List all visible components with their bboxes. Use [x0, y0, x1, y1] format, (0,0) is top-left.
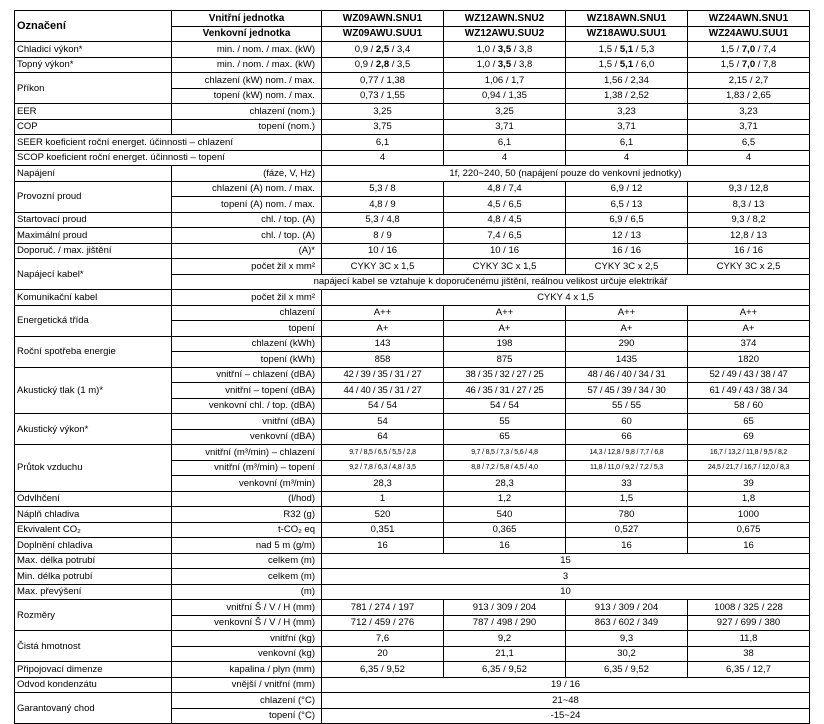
value-cell: 4 [444, 150, 566, 166]
spec-row [15, 150, 810, 166]
value-cell: 14,3 / 12,8 / 9,8 / 7,7 / 6,8 [566, 445, 688, 461]
parameter-name: Provozní proud [15, 181, 172, 212]
value-cell: 6,1 [444, 135, 566, 151]
value-cell: 3,23 [566, 104, 688, 120]
spec-row [15, 693, 810, 709]
parameter-condition: venkovní (kg) [172, 646, 322, 662]
value-cell: 3,25 [322, 104, 444, 120]
spec-row [15, 305, 810, 321]
model-outdoor: WZ12AWU.SUU2 [444, 26, 566, 42]
value-cell: A++ [444, 305, 566, 321]
parameter-condition: venkovní (dBA) [172, 429, 322, 445]
parameter-name: Čistá hmotnost [15, 631, 172, 662]
value-cell: 12 / 13 [566, 228, 688, 244]
parameter-condition: chlazení (nom.) [172, 104, 322, 120]
value-cell: 8,8 / 7,2 / 5,8 / 4,5 / 4,0 [444, 460, 566, 476]
value-cell: 1,83 / 2,65 [688, 88, 810, 104]
range-value: / 3,8 [511, 43, 533, 55]
value-cell [566, 57, 688, 73]
value-cell: 16 / 16 [566, 243, 688, 259]
spec-row [15, 677, 810, 693]
value-cell: 16 [688, 538, 810, 554]
spec-row [15, 73, 810, 89]
parameter-condition: chl. / top. (A) [172, 212, 322, 228]
spec-row [15, 553, 810, 569]
spec-row [15, 584, 810, 600]
parameter-condition: topení [172, 321, 322, 337]
parameter-name: Garantovaný chod [15, 693, 172, 724]
value-cell: 61 / 49 / 43 / 38 / 34 [688, 383, 810, 399]
value-cell: 9,2 [444, 631, 566, 647]
parameter-name: Chladicí výkon* [15, 42, 172, 58]
parameter-name: Ekvivalent CO₂ [15, 522, 172, 538]
value-cell: 913 / 309 / 204 [566, 600, 688, 616]
parameter-name: Akustický výkon* [15, 414, 172, 445]
nominal-value: 3,5 [497, 59, 512, 71]
value-cell: 28,3 [322, 476, 444, 492]
parameter-name: Topný výkon* [15, 57, 172, 73]
spec-row [15, 600, 810, 616]
value-cell: 16 / 16 [688, 243, 810, 259]
parameter-name: SEER koeficient roční energet. účinnosti – chlazení [15, 135, 322, 151]
parameter-name: Max. převýšení [15, 584, 172, 600]
spec-table [14, 10, 810, 724]
value-cell: A+ [444, 321, 566, 337]
parameter-condition: topení (nom.) [172, 119, 322, 135]
value-cell: 33 [566, 476, 688, 492]
value-cell: 858 [322, 352, 444, 368]
parameter-condition: chlazení (A) nom. / max. [172, 181, 322, 197]
value-cell: 8,3 / 13 [688, 197, 810, 213]
indoor-unit-label: Vnitřní jednotka [172, 11, 322, 27]
parameter-condition: vnitřní – chlazení (dBA) [172, 367, 322, 383]
value-cell: 0,94 / 1,35 [444, 88, 566, 104]
value-cell: 6,9 / 6,5 [566, 212, 688, 228]
spec-row [15, 367, 810, 383]
value-shared: 10 [322, 584, 810, 600]
spec-row [15, 445, 810, 461]
nominal-value: 2,8 [375, 59, 390, 71]
value-cell: 913 / 309 / 204 [444, 600, 566, 616]
value-cell: 46 / 35 / 31 / 27 / 25 [444, 383, 566, 399]
value-cell: 1,5 [566, 491, 688, 507]
range-value: / 3,8 [511, 59, 533, 71]
parameter-condition: chlazení (kW) nom. / max. [172, 73, 322, 89]
parameter-name: Akustický tlak (1 m)* [15, 367, 172, 414]
value-cell: A+ [688, 321, 810, 337]
parameter-condition: venkovní chl. / top. (dBA) [172, 398, 322, 414]
model-indoor: WZ09AWN.SNU1 [322, 11, 444, 27]
value-cell: CYKY 3C x 2,5 [688, 259, 810, 275]
value-cell: 875 [444, 352, 566, 368]
spec-row [15, 522, 810, 538]
parameter-name: Napájecí kabel* [15, 259, 172, 290]
range-value: 1,5 / [598, 43, 620, 55]
spec-row [15, 119, 810, 135]
value-cell: 9,3 / 12,8 [688, 181, 810, 197]
spec-row [15, 135, 810, 151]
value-cell: 3,71 [688, 119, 810, 135]
value-cell [444, 57, 566, 73]
value-cell: 9,7 / 8,5 / 6,5 / 5,5 / 2,8 [322, 445, 444, 461]
value-cell: 44 / 40 / 35 / 31 / 27 [322, 383, 444, 399]
value-cell: 9,3 [566, 631, 688, 647]
parameter-condition: min. / nom. / max. (kW) [172, 57, 322, 73]
value-cell: 540 [444, 507, 566, 523]
nominal-value: 3,5 [497, 43, 512, 55]
value-cell: 6,1 [566, 135, 688, 151]
range-value: 1,0 / [476, 59, 498, 71]
model-outdoor: WZ24AWU.SUU1 [688, 26, 810, 42]
spec-row [15, 166, 810, 182]
value-cell: 5,3 / 8 [322, 181, 444, 197]
spec-row [15, 228, 810, 244]
header-row-indoor [15, 11, 810, 27]
spec-row [15, 57, 810, 73]
parameter-name: Připojovací dimenze [15, 662, 172, 678]
value-cell: 11,8 / 11,0 / 9,2 / 7,2 / 5,3 [566, 460, 688, 476]
value-cell: 60 [566, 414, 688, 430]
parameter-condition: vnitřní (m³/min) – topení [172, 460, 322, 476]
value-cell [566, 42, 688, 58]
spec-row [15, 569, 810, 585]
parameter-condition: topení (kWh) [172, 352, 322, 368]
value-cell: 65 [444, 429, 566, 445]
value-cell: 0,675 [688, 522, 810, 538]
value-cell: 712 / 459 / 276 [322, 615, 444, 631]
value-cell: 69 [688, 429, 810, 445]
parameter-name: Energetická třída [15, 305, 172, 336]
value-cell [322, 42, 444, 58]
parameter-name: Max. délka potrubí [15, 553, 172, 569]
value-cell: 6,9 / 12 [566, 181, 688, 197]
value-cell: 4,5 / 6,5 [444, 197, 566, 213]
parameter-condition: počet žil x mm² [172, 290, 322, 306]
parameter-condition: nad 5 m (g/m) [172, 538, 322, 554]
value-cell: A+ [322, 321, 444, 337]
spec-table-body [15, 11, 810, 724]
parameter-name: Příkon [15, 73, 172, 104]
value-cell [688, 57, 810, 73]
spec-row [15, 104, 810, 120]
parameter-condition: (fáze, V, Hz) [172, 166, 322, 182]
spec-row [15, 259, 810, 275]
value-cell: 16 [566, 538, 688, 554]
value-cell: 520 [322, 507, 444, 523]
parameter-name: Doporuč. / max. jištění [15, 243, 172, 259]
value-cell: 781 / 274 / 197 [322, 600, 444, 616]
value-cell: 1820 [688, 352, 810, 368]
range-value: 1,5 / [720, 59, 742, 71]
value-cell: 39 [688, 476, 810, 492]
parameter-name: Min. délka potrubí [15, 569, 172, 585]
value-cell: 3,71 [566, 119, 688, 135]
value-cell: A++ [688, 305, 810, 321]
parameter-condition: vnitřní (m³/min) – chlazení [172, 445, 322, 461]
value-cell: 9,7 / 8,5 / 7,3 / 5,6 / 4,8 [444, 445, 566, 461]
value-cell: 6,35 / 12,7 [688, 662, 810, 678]
value-cell: 0,365 [444, 522, 566, 538]
parameter-name: Komunikační kabel [15, 290, 172, 306]
range-value: 1,5 / [598, 59, 620, 71]
value-cell: A++ [322, 305, 444, 321]
range-value: / 7,8 [755, 59, 777, 71]
value-cell: 54 / 54 [444, 398, 566, 414]
value-cell: 4 [322, 150, 444, 166]
spec-row [15, 243, 810, 259]
parameter-condition: vnitřní Š / V / H (mm) [172, 600, 322, 616]
parameter-condition: R32 (g) [172, 507, 322, 523]
value-cell: 5,3 / 4,8 [322, 212, 444, 228]
range-value: / 3,4 [389, 43, 411, 55]
range-value: 1,5 / [720, 43, 742, 55]
value-cell: 8 / 9 [322, 228, 444, 244]
parameter-name: COP [15, 119, 172, 135]
value-cell: 6,35 / 9,52 [322, 662, 444, 678]
parameter-name: EER [15, 104, 172, 120]
value-cell: 4 [566, 150, 688, 166]
value-cell: 55 [444, 414, 566, 430]
value-cell: 7,6 [322, 631, 444, 647]
value-cell: 10 / 16 [444, 243, 566, 259]
value-shared: 21~48 [322, 693, 810, 709]
parameter-condition: chlazení [172, 305, 322, 321]
value-cell: 4 [688, 150, 810, 166]
value-cell: 16,7 / 13,2 / 11,8 / 9,5 / 8,2 [688, 445, 810, 461]
value-shared: 1f, 220~240, 50 (napájení pouze do venkovní jednotky) [322, 166, 810, 182]
value-cell: 1000 [688, 507, 810, 523]
parameter-name: Napájení [15, 166, 172, 182]
value-cell: 1435 [566, 352, 688, 368]
value-cell: 24,5 / 21,7 / 16,7 / 12,0 / 8,3 [688, 460, 810, 476]
value-cell: 58 / 60 [688, 398, 810, 414]
value-cell: 0,351 [322, 522, 444, 538]
value-cell: 55 / 55 [566, 398, 688, 414]
value-cell: 16 [444, 538, 566, 554]
range-value: / 7,4 [755, 43, 777, 55]
parameter-condition: topení (kW) nom. / max. [172, 88, 322, 104]
value-cell: 863 / 602 / 349 [566, 615, 688, 631]
spec-row [15, 181, 810, 197]
value-cell: 28,3 [444, 476, 566, 492]
value-shared: 15 [322, 553, 810, 569]
model-indoor: WZ12AWN.SNU2 [444, 11, 566, 27]
spec-row [15, 538, 810, 554]
value-cell: 6,35 / 9,52 [444, 662, 566, 678]
parameter-condition: (l/hod) [172, 491, 322, 507]
value-shared: -15~24 [322, 708, 810, 724]
parameter-condition: t-CO₂ eq [172, 522, 322, 538]
parameter-name: SCOP koeficient roční energet. účinnosti – topení [15, 150, 322, 166]
value-cell: 2,15 / 2,7 [688, 73, 810, 89]
value-cell: 20 [322, 646, 444, 662]
spec-row [15, 212, 810, 228]
range-value: 1,0 / [476, 43, 498, 55]
parameter-condition: vnitřní (kg) [172, 631, 322, 647]
parameter-condition: počet žil x mm² [172, 259, 322, 275]
value-cell: 48 / 46 / 40 / 34 / 31 [566, 367, 688, 383]
value-cell: 1 [322, 491, 444, 507]
value-cell: A++ [566, 305, 688, 321]
spec-row [15, 491, 810, 507]
outdoor-unit-label: Venkovní jednotka [172, 26, 322, 42]
model-outdoor: WZ09AWU.SUU1 [322, 26, 444, 42]
value-cell [322, 57, 444, 73]
parameter-name: Náplň chladiva [15, 507, 172, 523]
value-cell: 30,2 [566, 646, 688, 662]
value-cell: 780 [566, 507, 688, 523]
value-cell: 290 [566, 336, 688, 352]
parameter-condition: chlazení (kWh) [172, 336, 322, 352]
spec-row [15, 662, 810, 678]
value-cell: 64 [322, 429, 444, 445]
model-outdoor: WZ18AWU.SUU1 [566, 26, 688, 42]
value-cell: 3,23 [688, 104, 810, 120]
value-cell: 1,56 / 2,34 [566, 73, 688, 89]
value-cell: 143 [322, 336, 444, 352]
range-value: / 5,3 [633, 43, 655, 55]
spec-row [15, 414, 810, 430]
value-cell: 6,1 [322, 135, 444, 151]
range-value: / 6,0 [633, 59, 655, 71]
range-value: 0,9 / [354, 43, 376, 55]
value-cell: 6,5 / 13 [566, 197, 688, 213]
range-value: 0,9 / [354, 59, 376, 71]
parameter-condition: (A)* [172, 243, 322, 259]
nominal-value: 5,1 [619, 43, 634, 55]
note: napájecí kabel se vztahuje k doporučenému jištění, reálnou velikost určuje elektrikář [172, 274, 810, 290]
value-cell: 6,5 [688, 135, 810, 151]
header-label: Označení [15, 11, 172, 42]
model-indoor: WZ24AWN.SNU1 [688, 11, 810, 27]
parameter-name: Rozměry [15, 600, 172, 631]
parameter-condition: venkovní (m³/min) [172, 476, 322, 492]
value-cell: 4,8 / 4,5 [444, 212, 566, 228]
value-cell: A+ [566, 321, 688, 337]
parameter-condition: celkem (m) [172, 553, 322, 569]
value-cell: 38 [688, 646, 810, 662]
value-cell: CYKY 3C x 2,5 [566, 259, 688, 275]
nominal-value: 7,0 [741, 59, 756, 71]
value-cell: 3,25 [444, 104, 566, 120]
value-cell: 1,2 [444, 491, 566, 507]
parameter-condition: kapalina / plyn (mm) [172, 662, 322, 678]
value-cell: 11,8 [688, 631, 810, 647]
value-cell: 3,71 [444, 119, 566, 135]
value-cell: 3,75 [322, 119, 444, 135]
parameter-name: Roční spotřeba energie [15, 336, 172, 367]
parameter-name: Startovací proud [15, 212, 172, 228]
value-cell: 16 [322, 538, 444, 554]
parameter-name: Doplnění chladiva [15, 538, 172, 554]
value-cell: 21,1 [444, 646, 566, 662]
value-shared: 19 / 16 [322, 677, 810, 693]
parameter-name: Odvlhčení [15, 491, 172, 507]
value-shared: 3 [322, 569, 810, 585]
value-cell: 1,06 / 1,7 [444, 73, 566, 89]
value-cell: 52 / 49 / 43 / 38 / 47 [688, 367, 810, 383]
value-cell [444, 42, 566, 58]
parameter-condition: topení (°C) [172, 708, 322, 724]
value-cell: 54 [322, 414, 444, 430]
value-cell: 927 / 699 / 380 [688, 615, 810, 631]
parameter-condition: chl. / top. (A) [172, 228, 322, 244]
value-cell: CYKY 3C x 1,5 [322, 259, 444, 275]
parameter-condition: min. / nom. / max. (kW) [172, 42, 322, 58]
value-cell [688, 42, 810, 58]
value-cell: 10 / 16 [322, 243, 444, 259]
value-cell: 38 / 35 / 32 / 27 / 25 [444, 367, 566, 383]
value-cell: 0,73 / 1,55 [322, 88, 444, 104]
parameter-condition: chlazení (°C) [172, 693, 322, 709]
value-cell: 374 [688, 336, 810, 352]
value-cell: 1,38 / 2,52 [566, 88, 688, 104]
parameter-condition: celkem (m) [172, 569, 322, 585]
nominal-value: 2,5 [375, 43, 390, 55]
value-cell: 54 / 54 [322, 398, 444, 414]
value-cell: 4,8 / 7,4 [444, 181, 566, 197]
spec-row [15, 42, 810, 58]
range-value: / 3,5 [389, 59, 411, 71]
value-shared: CYKY 4 x 1,5 [322, 290, 810, 306]
parameter-condition: topení (A) nom. / max. [172, 197, 322, 213]
value-cell: 9,3 / 8,2 [688, 212, 810, 228]
spec-row [15, 631, 810, 647]
nominal-value: 5,1 [619, 59, 634, 71]
value-cell: 1,8 [688, 491, 810, 507]
value-cell: 57 / 45 / 39 / 34 / 30 [566, 383, 688, 399]
parameter-condition: venkovní Š / V / H (mm) [172, 615, 322, 631]
nominal-value: 7,0 [741, 43, 756, 55]
value-cell: 787 / 498 / 290 [444, 615, 566, 631]
value-cell: 6,35 / 9,52 [566, 662, 688, 678]
parameter-condition: vnitřní (dBA) [172, 414, 322, 430]
parameter-name: Maximální proud [15, 228, 172, 244]
value-cell: 9,2 / 7,8 / 6,3 / 4,8 / 3,5 [322, 460, 444, 476]
parameter-condition: (m) [172, 584, 322, 600]
value-cell: 198 [444, 336, 566, 352]
spec-row [15, 507, 810, 523]
parameter-condition: vnější / vnitřní (mm) [172, 677, 322, 693]
parameter-condition: vnitřní – topení (dBA) [172, 383, 322, 399]
value-cell: 65 [688, 414, 810, 430]
value-cell: 4,8 / 9 [322, 197, 444, 213]
value-cell: CYKY 3C x 1,5 [444, 259, 566, 275]
model-indoor: WZ18AWN.SNU1 [566, 11, 688, 27]
value-cell: 0,527 [566, 522, 688, 538]
spec-row [15, 336, 810, 352]
value-cell: 7,4 / 6,5 [444, 228, 566, 244]
parameter-name: Průtok vzduchu [15, 445, 172, 492]
spec-row [15, 290, 810, 306]
parameter-name: Odvod kondenzátu [15, 677, 172, 693]
value-cell: 1008 / 325 / 228 [688, 600, 810, 616]
value-cell: 66 [566, 429, 688, 445]
value-cell: 0,77 / 1,38 [322, 73, 444, 89]
value-cell: 12,8 / 13 [688, 228, 810, 244]
value-cell: 42 / 39 / 35 / 31 / 27 [322, 367, 444, 383]
